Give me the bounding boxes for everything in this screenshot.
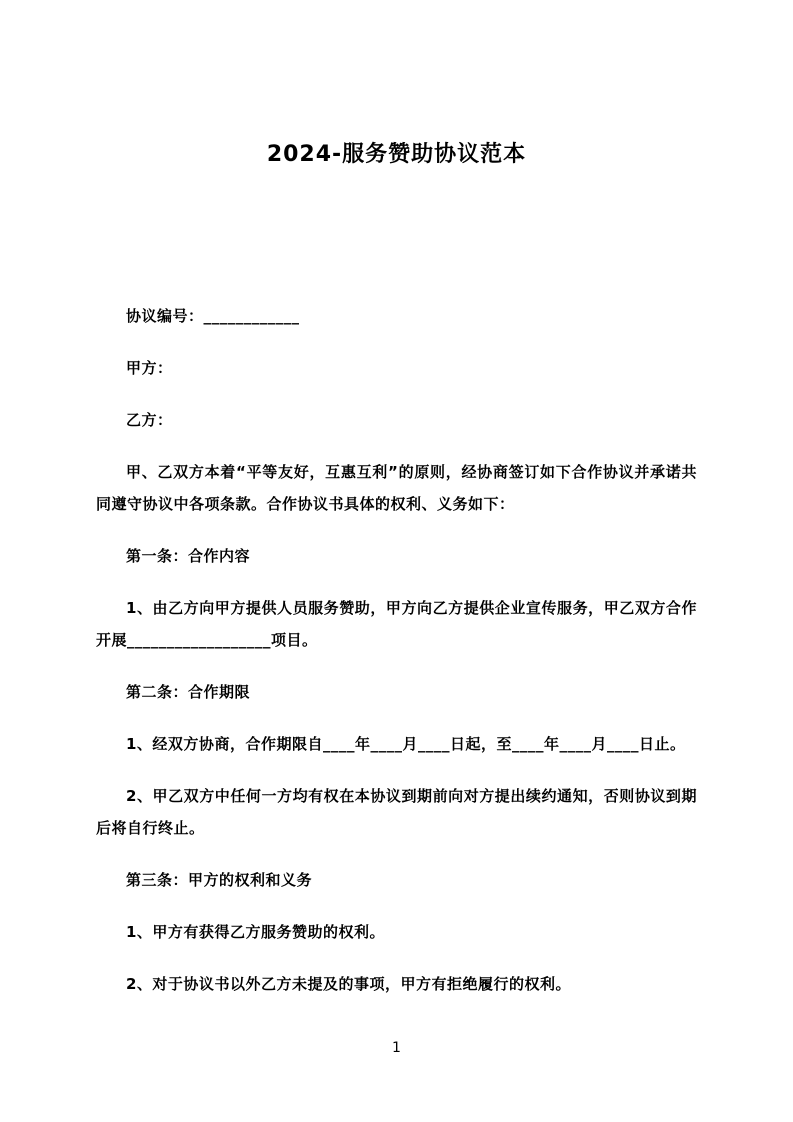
clause-3-item-1: 1、甲方有获得乙方服务赞助的权利。 (126, 923, 385, 941)
preamble-paragraph: 甲、乙双方本着“平等友好，互惠互利”的原则，经协商签订如下合作协议并承诺共同遵守协议中各项条款。合作协议书具体的权利、义务如下： (96, 463, 697, 513)
clause-1-item-1: 1、由乙方向甲方提供人员服务赞助，甲方向乙方提供企业宣传服务，甲乙双方合作开展__________________项目。 (96, 599, 697, 649)
field-party-b: 乙方： (126, 411, 173, 429)
page-title: 2024-服务赞助协议范本 (266, 142, 527, 167)
field-party-a: 甲方： (126, 359, 173, 377)
clause-2-item-2: 2、甲乙双方中任何一方均有权在本协议到期前向对方提出续约通知，否则协议到期后将自行终止。 (96, 787, 697, 837)
clause-3-item-2: 2、对于协议书以外乙方未提及的事项，甲方有拒绝履行的权利。 (126, 975, 571, 993)
clause-2-item-1: 1、经双方协商，合作期限自____年____月____日起，至____年____月____日止。 (126, 735, 686, 753)
page-number: 1 (392, 1040, 401, 1056)
clause-3-heading: 第三条：甲方的权利和义务 (126, 871, 313, 889)
clause-2-heading: 第二条：合作期限 (126, 683, 251, 701)
clause-1-heading: 第一条：合作内容 (126, 547, 251, 565)
field-agreement-number: 协议编号：____________ (126, 307, 300, 325)
